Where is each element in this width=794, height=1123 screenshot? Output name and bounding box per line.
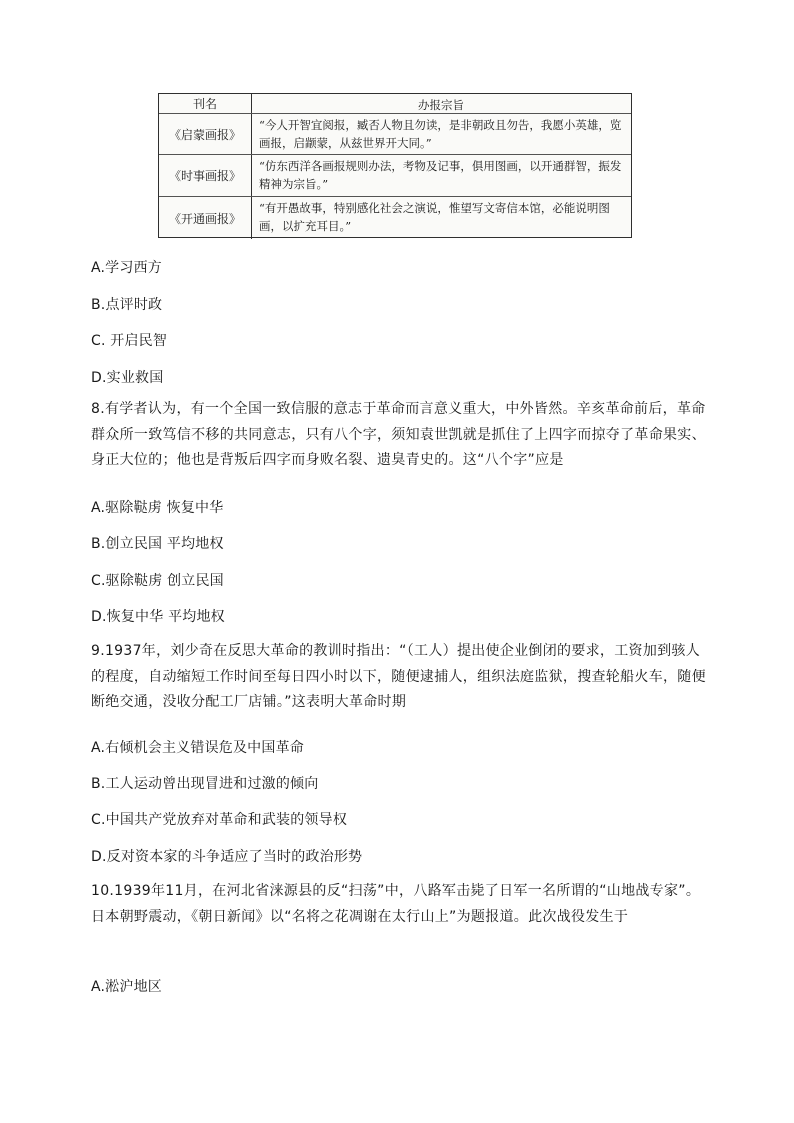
source-table-image bbox=[158, 93, 632, 238]
table-cell-aim: “仿东西洋各画报规则办法，考物及记事，俱用图画，以开通群智，振发精神为宗旨。” bbox=[259, 159, 622, 191]
table-row bbox=[159, 114, 631, 155]
table-cell-name: 《时事画报》 bbox=[159, 155, 252, 196]
q7-option-c: C. 开启民智 bbox=[91, 333, 168, 349]
table-cell-name: 《启蒙画报》 bbox=[159, 114, 252, 154]
q9-option-d: D.反对资本家的斗争适应了当时的政治形势 bbox=[91, 849, 363, 865]
q10-option-a: A.淞沪地区 bbox=[91, 979, 162, 995]
q8-option-a: A.驱除鞑虏 恢复中华 bbox=[91, 500, 224, 516]
q9-stem: 9.1937年，刘少奇在反思大革命的教训时指出：“（工人）提出使企业倒闭的要求，工资加到骇人的程度，自动缩短工作时间至每日四小时以下，随便逮捕人，组织法庭监狱，搜查轮船火车，随便断绝交通，没收分配工厂店铺。”这表明大革命时期 bbox=[91, 643, 706, 710]
q8-option-d: D.恢复中华 平均地权 bbox=[91, 609, 225, 625]
q7-option-d: D.实业救国 bbox=[91, 370, 164, 386]
q8-option-c: C.驱除鞑虏 创立民国 bbox=[91, 573, 224, 589]
table-row bbox=[159, 197, 631, 239]
table-header-row bbox=[159, 94, 631, 114]
q8-stem: 8.有学者认为，有一个全国一致信服的意志于革命而言意义重大，中外皆然。辛亥革命前后，革命群众所一致笃信不移的共同意志，只有八个字，须知袁世凯就是抓住了上四字而掠夺了革命果实、身正大位的；他也是背叛后四字而身败名裂、遗臭青史的。这“八个字”应是 bbox=[91, 401, 706, 468]
table-cell-name: 《开通画报》 bbox=[159, 197, 252, 239]
q9-option-c: C.中国共产党放弃对革命和武装的领导权 bbox=[91, 812, 348, 828]
q7-option-a: A.学习西方 bbox=[91, 260, 162, 276]
q7-option-b: B.点评时政 bbox=[91, 297, 163, 313]
q10-stem: 10.1939年11月，在河北省涞源县的反“扫荡”中，八路军击毙了日军一名所谓的“山地战专家”。日本朝野震动，《朝日新闻》以“名将之花凋谢在太行山上”为题报道。此次战役发生于 bbox=[91, 883, 701, 925]
q8-option-b: B.创立民国 平均地权 bbox=[91, 536, 224, 552]
q9-option-b: B.工人运动曾出现冒进和过激的倾向 bbox=[91, 776, 319, 792]
table-cell-aim: “有开愚故事，特别感化社会之演说，惟望写文寄信本馆，必能说明图画，以扩充耳目。” bbox=[259, 201, 610, 233]
table-row bbox=[159, 155, 631, 197]
table-cell-aim: “今人开智宜阅报，臧否人物且勿读，是非朝政且勿告，我愿小英雄，览画报，启颛蒙，从兹世界开大同。” bbox=[259, 118, 622, 150]
table-header-aim: 办报宗旨 bbox=[418, 98, 464, 112]
q9-option-a: A.右倾机会主义错误危及中国革命 bbox=[91, 740, 304, 756]
table-header-name: 刊名 bbox=[159, 94, 252, 113]
